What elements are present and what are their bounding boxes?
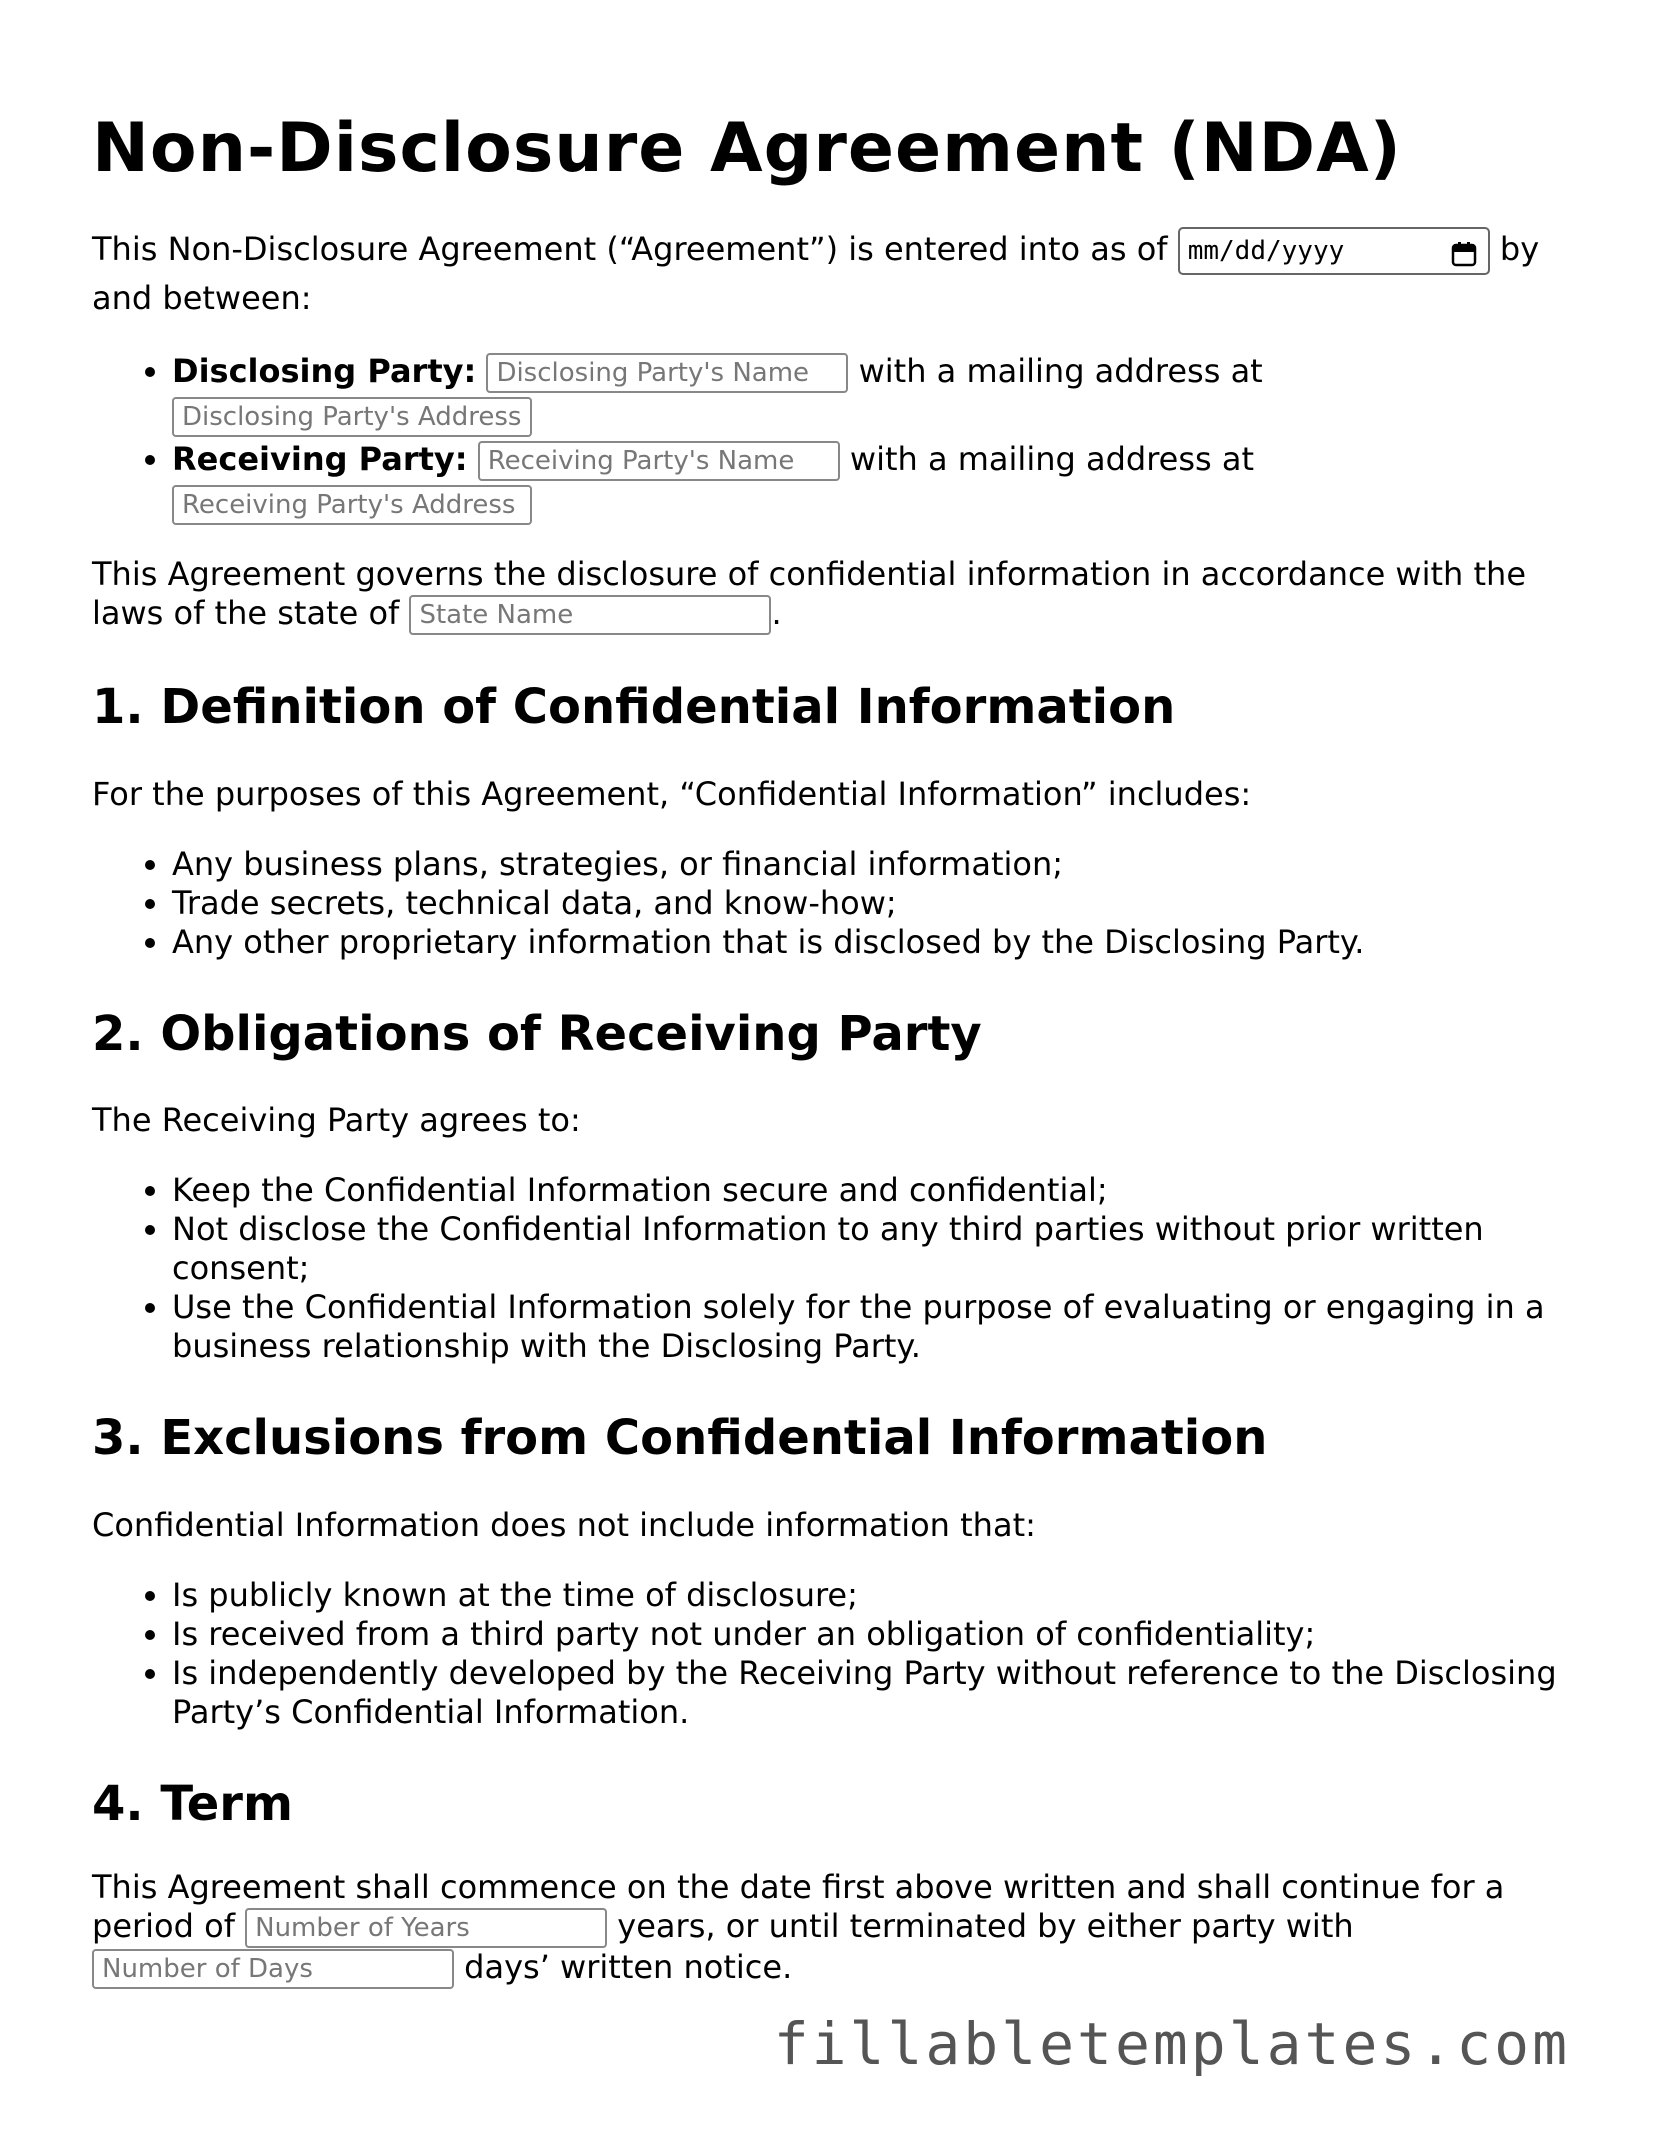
intro-paragraph	[92, 226, 1572, 321]
list-item: • Is received from a third party not under an obligation of confidentiality;	[172, 1615, 1572, 1654]
list-item: • Any other proprietary information that is disclosed by the Disclosing Party.	[172, 923, 1572, 962]
section-heading: 4. Term	[92, 1775, 293, 1832]
parties-list	[92, 349, 1572, 525]
calendar-icon[interactable]	[1450, 237, 1478, 265]
list-item: • Trade secrets, technical data, and know-how;	[172, 884, 1572, 923]
governing-text: This Agreement governs the disclosure of confidential information in accordance with the laws of the state of	[92, 555, 1526, 633]
term-text: days’ written notice.	[464, 1947, 793, 1986]
section-list	[92, 845, 1572, 962]
section-lead: The Receiving Party agrees to:	[92, 1101, 581, 1140]
section-list	[92, 1576, 1572, 1732]
party-disclosing	[172, 349, 1572, 437]
years-input[interactable]	[245, 1908, 607, 1948]
party-mid-text: with a mailing address at	[858, 352, 1263, 391]
section-heading: 1. Definition of Confidential Information	[92, 679, 1176, 736]
list-item: • Use the Confidential Information solely for the purpose of evaluating or engaging in a business relationship with the Disclosing Party.	[172, 1288, 1572, 1366]
party-receiving	[172, 437, 1572, 525]
state-input[interactable]	[409, 595, 771, 635]
section-heading: 3. Exclusions from Confidential Information	[92, 1410, 1268, 1467]
list-item: • Is publicly known at the time of disclosure;	[172, 1576, 1572, 1615]
term-paragraph	[92, 1868, 1572, 1989]
governing-end: .	[771, 594, 782, 633]
intro-text-end: by and between:	[92, 230, 1540, 318]
party-label: Disclosing Party:	[172, 352, 477, 391]
date-input[interactable]	[1178, 227, 1490, 275]
party-label: Receiving Party:	[172, 440, 468, 479]
date-placeholder: mm/dd/yyyy	[1187, 236, 1345, 267]
page-title: Non-Disclosure Agreement (NDA)	[92, 109, 1402, 188]
document	[92, 110, 1572, 2017]
intro-text: This Non-Disclosure Agreement (“Agreement”) is entered into as of	[92, 230, 1168, 269]
days-input[interactable]	[92, 1949, 454, 1989]
disclosing-name-input[interactable]	[486, 353, 848, 393]
section-heading: 2. Obligations of Receiving Party	[92, 1005, 982, 1062]
receiving-address-input[interactable]	[172, 485, 532, 525]
disclosing-address-input[interactable]	[172, 397, 532, 437]
watermark: fillabletemplates.com	[773, 2010, 1570, 2078]
list-item: • Keep the Confidential Information secure and confidential;	[172, 1171, 1572, 1210]
governing-paragraph	[92, 555, 1572, 635]
list-item: • Any business plans, strategies, or financial information;	[172, 845, 1572, 884]
term-text: years, or until terminated by either party with	[617, 1906, 1354, 1945]
party-mid-text: with a mailing address at	[849, 440, 1255, 479]
list-item: • Is independently developed by the Receiving Party without reference to the Disclosing Party’s Confidential Information.	[172, 1654, 1572, 1732]
section-lead: Confidential Information does not include information that:	[92, 1505, 1036, 1544]
receiving-name-input[interactable]	[478, 441, 840, 481]
section-lead: For the purposes of this Agreement, “Confidential Information” includes:	[92, 774, 1252, 813]
term-text: This Agreement shall commence on the date first above written and shall continue for a period of	[92, 1867, 1505, 1945]
section-list	[92, 1171, 1572, 1366]
list-item: • Not disclose the Confidential Information to any third parties without prior written consent;	[172, 1210, 1572, 1288]
